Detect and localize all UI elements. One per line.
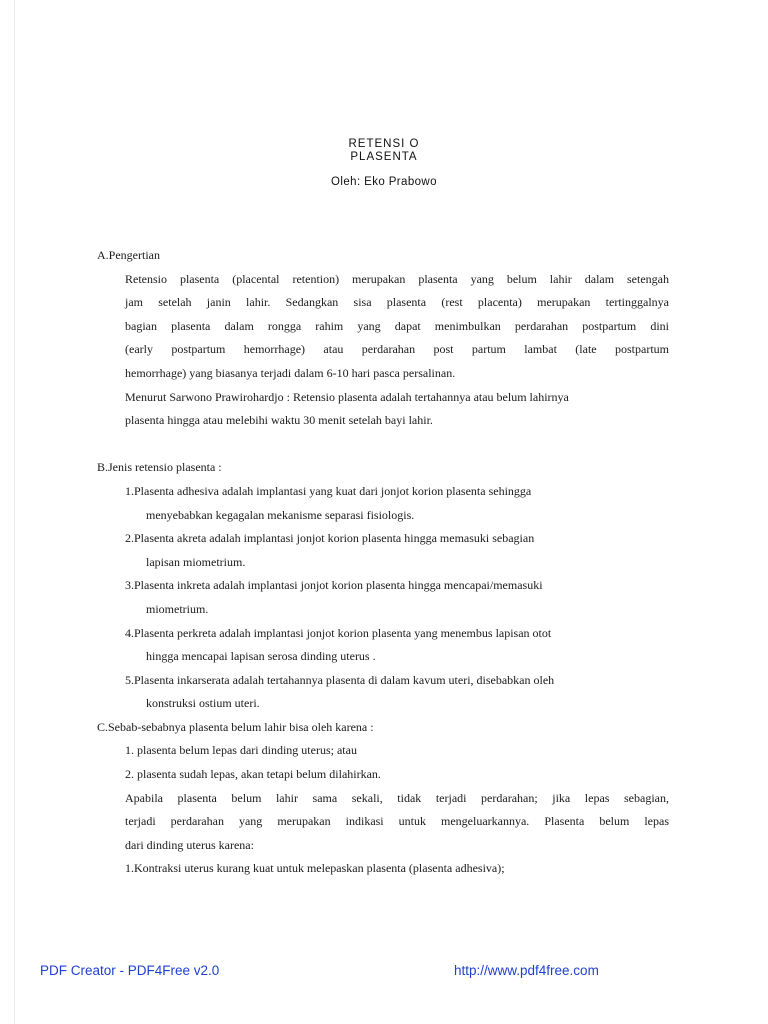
- section-b-item: 5.Plasenta inkarserata adalah tertahannya plasenta di dalam kavum uteri, disebabkan oleh: [125, 672, 555, 687]
- section-a-line: bagian plasenta dalam rongga rahim yang dapat menimbulkan perdarahan postpartum dini: [125, 318, 669, 333]
- section-b-item: 2.Plasenta akreta adalah implantasi jonjot korion plasenta hingga memasuki sebagian: [125, 531, 535, 546]
- section-a-line: plasenta hingga atau melebihi waktu 30 menit setelah bayi lahir.: [125, 413, 433, 428]
- section-a-line: hemorrhage) yang biasanya terjadi dalam 6-10 hari pasca persalinan.: [125, 365, 456, 380]
- document-author: Oleh: Eko Prabowo: [331, 176, 437, 188]
- section-b-item: 3.Plasenta inkreta adalah implantasi jonjot korion plasenta hingga mencapai/memasuki: [125, 578, 543, 593]
- section-spacer: [97, 433, 669, 457]
- document-body: [97, 244, 669, 881]
- section-c-item: 2. plasenta sudah lepas, akan tetapi belum dilahirkan.: [125, 767, 381, 782]
- section-b-item-continuation: menyebabkan kegagalan mekanisme separasi fisiologis.: [146, 507, 415, 522]
- section-a-line: Retensio plasenta (placental retention) merupakan plasenta yang belum lahir dalam setengah: [125, 271, 669, 286]
- section-b-item: 1.Plasenta adhesiva adalah implantasi yang kuat dari jonjot korion plasenta sehingga: [125, 483, 532, 498]
- section-c-item: 1. plasenta belum lepas dari dinding uterus; atau: [125, 743, 357, 758]
- document-title-line-1: RETENSI O: [348, 138, 420, 150]
- footer-pdf-creator-text: PDF Creator - PDF4Free v2.0: [40, 963, 220, 978]
- section-c-paragraph-line: Apabila plasenta belum lahir sama sekali, tidak terjadi perdarahan; jika lepas sebagian,: [125, 790, 669, 805]
- section-a-line: (early postpartum hemorrhage) atau perdarahan post partum lambat (late postpartum: [125, 342, 669, 357]
- section-b-item-continuation: lapisan miometrium.: [146, 554, 246, 569]
- section-b-heading: B.Jenis retensio plasenta :: [97, 460, 222, 475]
- section-a-line: jam setelah janin lahir. Sedangkan sisa plasenta (rest placenta) merupakan tertinggalnya: [125, 295, 669, 310]
- section-b-item-continuation: miometrium.: [146, 601, 209, 616]
- section-b-item: 4.Plasenta perkreta adalah implantasi jonjot korion plasenta yang menembus lapisan otot: [125, 625, 552, 640]
- section-b-item-continuation: konstruksi ostium uteri.: [146, 696, 260, 711]
- section-c-last-item: 1.Kontraksi uterus kurang kuat untuk melepaskan plasenta (plasenta adhesiva);: [125, 861, 505, 876]
- section-c-paragraph-line: dari dinding uterus karena:: [125, 837, 254, 852]
- section-c-heading: C.Sebab-sebabnya plasenta belum lahir bisa oleh karena :: [97, 719, 374, 734]
- document-title-line-2: PLASENTA: [350, 151, 418, 163]
- footer-website-link[interactable]: http://www.pdf4free.com: [454, 963, 599, 978]
- section-c-paragraph-line: terjadi perdarahan yang merupakan indikasi untuk mengeluarkannya. Plasenta belum lepas: [125, 814, 669, 829]
- section-a-line: Menurut Sarwono Prawirohardjo : Retensio plasenta adalah tertahannya atau belum lahirnya: [125, 389, 569, 404]
- section-b-item-continuation: hingga mencapai lapisan serosa dinding uterus .: [146, 649, 376, 664]
- section-a-heading: A.Pengertian: [97, 248, 160, 262]
